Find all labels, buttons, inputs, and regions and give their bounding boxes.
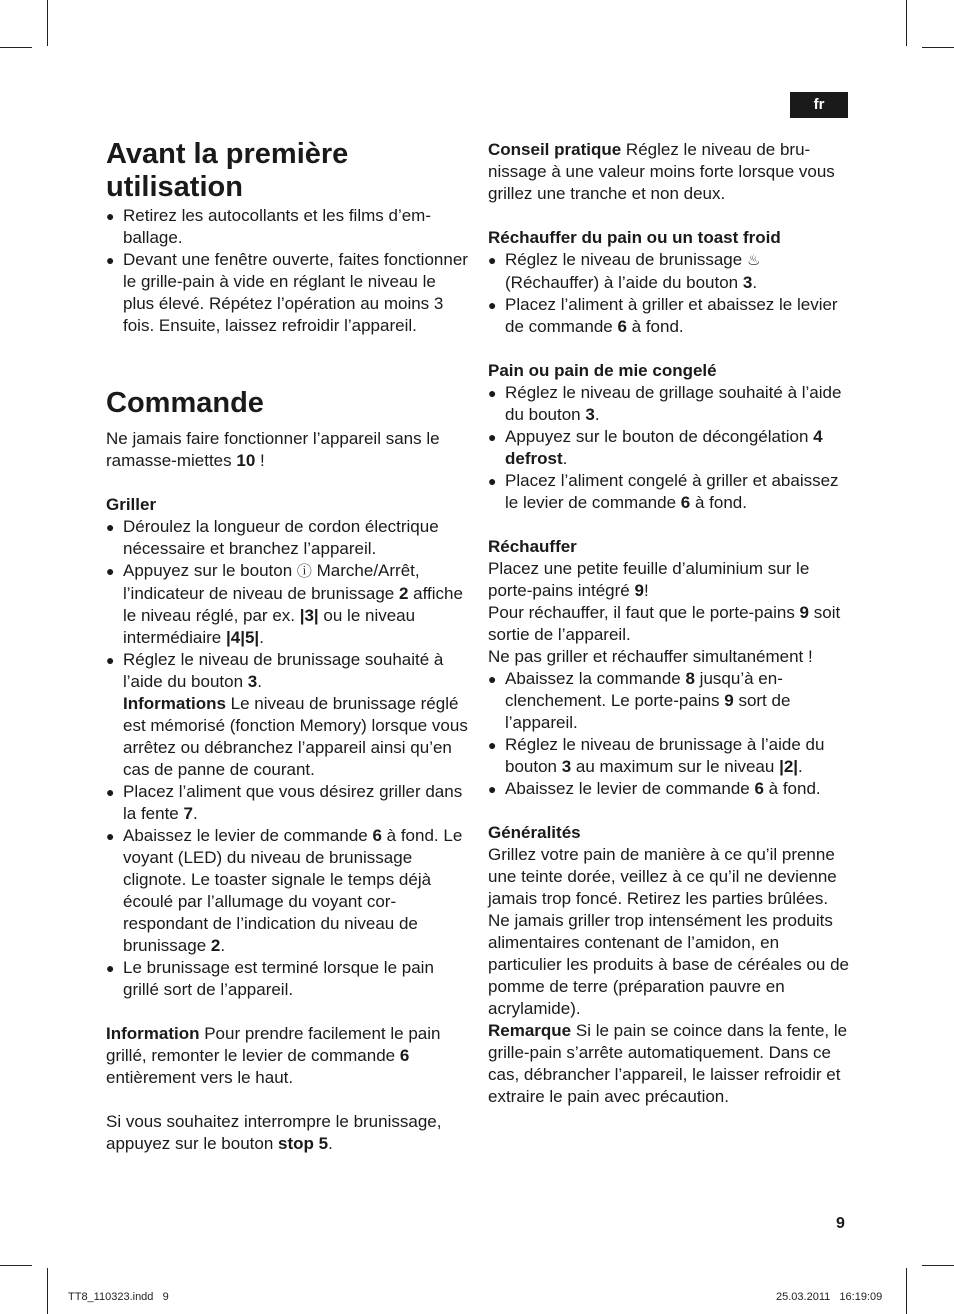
section-title-generalites: Généralités: [488, 823, 581, 842]
footer-file-slug: TT8_110323.indd 9: [68, 1291, 169, 1303]
left-column: [106, 138, 468, 1155]
right-column: [488, 139, 850, 1108]
conseil-paragraph: Conseil pratique Réglez le niveau de brunissage à une valeur moins forte lorsque vous grillez une tranche et non deux.: [488, 140, 835, 203]
crop-mark-bottom-left: [47, 1268, 48, 1314]
rechauffer-paragraph-2: Pour réchauffer, il faut que le porte-pains 9 soit sortie de l’appareil.: [488, 603, 841, 644]
crop-mark-top-left: [47, 0, 48, 46]
page-number: 9: [836, 1215, 845, 1232]
list-item: ● Appuyez sur le bouton de décongélation 4 defrost.: [488, 426, 850, 470]
power-icon: ⓘ: [296, 563, 312, 580]
list-item: ● Retirez les autocollants et les films d’emballage.: [106, 205, 468, 249]
griller-list: [106, 516, 468, 1001]
list-item: ● Le brunissage est terminé lorsque le pain grillé sort de l’appareil.: [106, 957, 468, 1001]
congele-list: [488, 382, 850, 514]
crop-mark-bottom-right: [906, 1268, 907, 1314]
list-item: ● Réglez le niveau de grillage souhaité à l’aide du bouton 3.: [488, 382, 850, 426]
list-item: ● Abaissez le levier de commande 6 à fond.: [488, 778, 850, 800]
stop-paragraph: Si vous souhaitez interrompre le brunissage, appuyez sur le bouton stop 5.: [106, 1112, 442, 1153]
section-title-rechauffer: Réchauffer: [488, 537, 577, 556]
list-item: ● Réglez le niveau de brunissage ♨ (Réchauffer) à l’aide du bouton 3.: [488, 249, 850, 294]
section-title-congele: Pain ou pain de mie congelé: [488, 361, 717, 380]
crop-mark-top-left-h: [0, 47, 32, 48]
crop-mark-bottom-right-h: [922, 1265, 954, 1266]
crop-mark-top-right: [906, 0, 907, 46]
list-item: ● Placez l’aliment à griller et abaissez le levier de commande 6 à fond.: [488, 294, 850, 338]
rechauffer-froid-list: [488, 249, 850, 338]
list-item: ● Placez l’aliment congelé à griller et abaissez le levier de commande 6 à fond.: [488, 470, 850, 514]
list-item: ● Réglez le niveau de brunissage à l’aide du bouton 3 au maximum sur le niveau |2|.: [488, 734, 850, 778]
remarque-paragraph: Remarque Si le pain se coince dans la fente, le grille-pain s’arrête automatiquement. Dans ce cas, débrancher l’appareil, le laisser refroidir et extraire le pain avec précaution.: [488, 1021, 848, 1106]
list-item: ● Abaissez le levier de commande 6 à fond. Le voyant (LED) du niveau de brunissage clignote. Le toaster signale le temps déjà écoulé par l’allumage du voyant correspondant de l’indication du niveau de brunissage 2.: [106, 825, 468, 957]
heading-commande: Commande: [106, 387, 264, 419]
section-title-griller: Griller: [106, 495, 157, 514]
intro-paragraph: Ne jamais faire fonctionner l’appareil sans le ramasse-miettes 10 !: [106, 429, 440, 470]
reheat-icon: ♨: [746, 252, 761, 269]
rechauffer-list: [488, 668, 850, 800]
list-item: ● Appuyez sur le bouton ⓘ Marche/Arrêt, l’indicateur de niveau de brunissage 2 affiche le niveau réglé, par ex. |3| ou le niveau intermédiaire |4|5|.: [106, 560, 468, 649]
list-item: ● Réglez le niveau de brunissage souhaité à l’aide du bouton 3. Informations Le niveau de brunissage réglé est mémorisé (fonction Memory) lorsque vous arrêtez ou débranchez l’appareil ainsi qu’en cas de panne de courant.: [106, 649, 468, 781]
list-item: ● Placez l’aliment que vous désirez griller dans la fente 7.: [106, 781, 468, 825]
rechauffer-paragraph-3: Ne pas griller et réchauffer simultanément !: [488, 647, 813, 666]
list-item: ● Devant une fenêtre ouverte, faites fonctionner le grille-pain à vide en réglant le niveau le plus élevé. Répétez l’opération au moins 3 fois. Ensuite, laissez refroidir l’appareil.: [106, 249, 468, 337]
first-use-list: [106, 205, 468, 337]
list-item: ● Déroulez la longueur de cordon électrique nécessaire et branchez l’appareil.: [106, 516, 468, 560]
information-paragraph: Information Pour prendre facilement le pain grillé, remonter le levier de commande 6 entièrement vers le haut.: [106, 1024, 441, 1087]
crop-mark-bottom-left-h: [0, 1265, 32, 1266]
rechauffer-paragraph-1: Placez une petite feuille d’aluminium sur le porte-pains intégré 9!: [488, 559, 810, 600]
generalites-paragraph: Grillez votre pain de manière à ce qu’il prenne une teinte dorée, veillez à ce qu’il ne devienne jamais trop foncé. Retirez les parties brûlées. Ne jamais griller trop intensément les produits alimentaires contenant de l’amidon, en particulier les produits à base de céréales ou de pomme de terre (préparation pauvre en acrylamide).: [488, 845, 849, 1018]
language-tab: fr: [790, 92, 848, 118]
section-title-rechauffer-froid: Réchauffer du pain ou un toast froid: [488, 228, 781, 247]
heading-first-use: Avant la première utilisation: [106, 138, 349, 203]
crop-mark-top-right-h: [922, 47, 954, 48]
footer-date-slug: 25.03.2011 16:19:09: [776, 1291, 883, 1303]
list-item: ● Abaissez la commande 8 jusqu’à enclenchement. Le porte-pains 9 sort de l’appareil.: [488, 668, 850, 734]
